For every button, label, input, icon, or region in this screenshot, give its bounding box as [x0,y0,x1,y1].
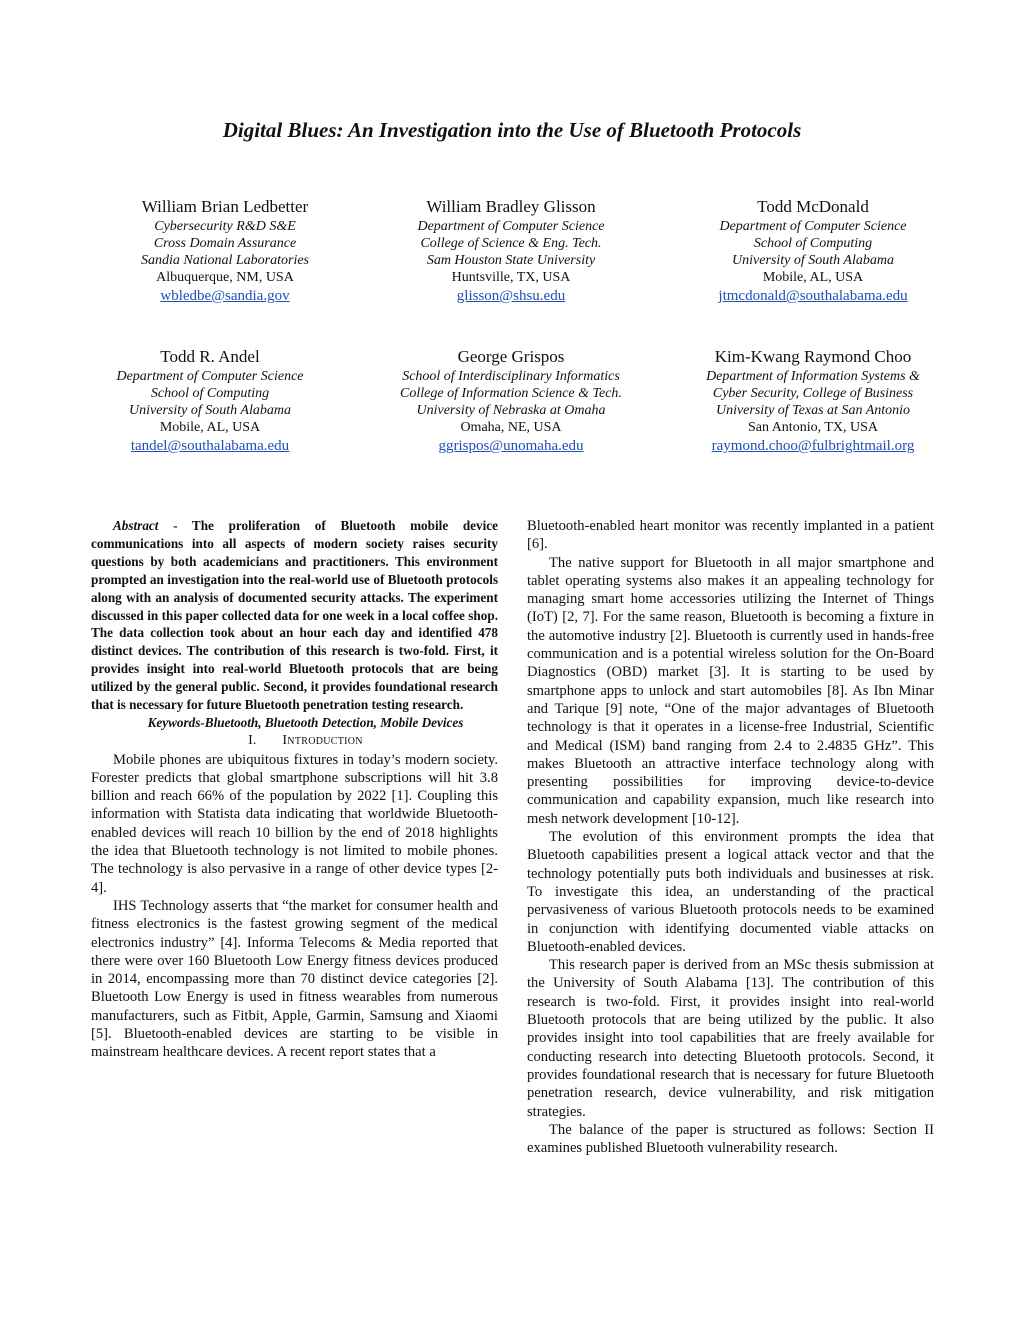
author-block-glisson [361,196,661,307]
author-location: Mobile, AL, USA [159,420,261,435]
paper-title: Digital Blues: An Investigation into the Use of Bluetooth Protocols [222,118,802,142]
author-block-choo [663,346,963,457]
author-email-link[interactable]: ggrispos@unomaha.edu [438,438,584,454]
keywords: Keywords-Bluetooth, Bluetooth Detection, Mobile Devices [147,714,464,730]
author-name: Todd McDonald [757,197,869,216]
author-affiliation: Department of Computer Science [116,369,304,384]
author-affiliation: Cybersecurity R&D S&E [154,219,296,234]
author-location: San Antonio, TX, USA [747,420,879,435]
section-number: I. [248,733,257,749]
abstract-label: Abstract [113,518,159,533]
author-block-ledbetter [75,196,375,307]
author-affiliation: Department of Computer Science [417,219,605,234]
left-column [91,517,498,1062]
author-affiliation: School of Computing [150,386,270,401]
author-block-grispos [361,346,661,457]
right-column [527,517,934,1157]
abstract [91,517,498,714]
author-affiliation: Sam Houston State University [426,253,596,268]
author-location: Omaha, NE, USA [460,420,562,435]
author-email-link[interactable]: glisson@shsu.edu [456,288,566,304]
author-email-link[interactable]: raymond.choo@fulbrightmail.org [711,438,915,454]
author-email-link[interactable]: wbledbe@sandia.gov [160,288,290,304]
body-paragraph: Mobile phones are ubiquitous fixtures in today’s modern society. Forester predicts that global smartphone subscriptions will hit 3.8 billion and reach 66% of the population by 2022 [1]. Coupling this information with Statista data indicating that worldwide Bluetooth-enabled devices will reach 10 billion by the end of 2018 highlights the idea that Bluetooth technology is not limited to mobile phones. The technology is also pervasive in a range of other device types [2-4]. [91,751,498,896]
body-paragraph: IHS Technology asserts that “the market for consumer health and fitness electronics is the fastest growing segment of the medical electronics industry” [4]. Informa Telecoms & Media reported that there were over 160 Bluetooth Low Energy fitness devices produced in 2014, encompassing more than 70 distinct device categories [2]. Bluetooth Low Energy is used in fitness wearables from numerous manufacturers, such as Fitbit, Apple, Garmin, Samsung and Xiaomi [5]. Bluetooth-enabled devices are starting to be visible in mainstream healthcare devices. A recent report states that a [91,897,498,1061]
author-affiliation: University of Nebraska at Omaha [416,403,606,418]
author-affiliation: School of Computing [753,236,873,251]
author-affiliation: College of Information Science & Tech. [400,386,622,401]
author-block-mcdonald [663,196,963,307]
author-name: Kim-Kwang Raymond Choo [714,347,912,366]
author-location: Mobile, AL, USA [762,270,864,285]
abstract-text: - The proliferation of Bluetooth mobile device communications into all aspects of modern society raises security questions by both academicians and practitioners. This environment prompted an investigation into the real-world use of Bluetooth protocols along with an analysis of documented security attacks. The experiment discussed in this paper collected data for one week in a local coffee shop. The data collection took about an hour each day and identified 478 distinct devices. The contribution of this research is two-fold. First, it provides insight into real-world Bluetooth protocols that are being utilized by the general public. Second, it provides foundational research that is necessary for future Bluetooth penetration testing research. [91,518,498,713]
author-name: George Grispos [457,347,565,366]
author-affiliation: Sandia National Laboratories [140,253,310,268]
body-paragraph: The native support for Bluetooth in all major smartphone and tablet operating systems also makes it an appealing technology for managing smart home accessories utilizing the Internet of Things (IoT) [2, 7]. For the same reason, Bluetooth is becoming a fixture in the automotive industry [2]. Bluetooth is currently used in hands-free communication and is a potential wireless solution for the On-Board Diagnostics (OBD) market [3]. It is starting to be used by smartphone apps to unlock and start automobiles [8]. As Ibn Minar and Tarique [9] note, “One of the major advantages of Bluetooth technology is that it operates in a license-free Industrial, Scientific and Medical (ISM) band ranging from 2.4 to 2.4835 GHz”. This makes Bluetooth an attractive interface technology along with presenting possibilities for improving device-to-device communication and capability expansion, much like research into mesh network development [10-12]. [527,554,934,827]
author-affiliation: University of South Alabama [129,403,291,418]
author-email-link[interactable]: jtmcdonald@southalabama.edu [718,288,908,304]
author-affiliation: University of Texas at San Antonio [715,403,911,418]
author-location: Huntsville, TX, USA [451,270,571,285]
body-paragraph: The balance of the paper is structured as follows: Section II examines published Bluetooth vulnerability research. [527,1121,934,1157]
author-email-link[interactable]: tandel@southalabama.edu [130,438,290,454]
author-affiliation: College of Science & Eng. Tech. [420,236,602,251]
author-affiliation: Cross Domain Assurance [153,236,297,251]
author-affiliation: School of Interdisciplinary Informatics [402,369,620,384]
author-affiliation: Department of Computer Science [719,219,907,234]
author-affiliation: Cyber Security, College of Business [712,386,914,401]
body-paragraph: Bluetooth-enabled heart monitor was recently implanted in a patient [6]. [527,518,934,553]
author-name: William Bradley Glisson [426,197,596,216]
body-paragraph: The evolution of this environment prompts the idea that Bluetooth capabilities present a logical attack vector and that the technology potentially puts both individuals and businesses at risk. To investigate this idea, an understanding of the practical pervasiveness of various Bluetooth protocols needs to be examined in conjunction with identifying documented viable attacks on Bluetooth-enabled devices. [527,829,934,955]
author-affiliation: Department of Information Systems & [706,369,920,384]
author-name: Todd R. Andel [160,347,260,366]
section-title: Introduction [282,733,363,749]
body-paragraph: This research paper is derived from an MSc thesis submission at the University of South Alabama [13]. The contribution of this research is two-fold. First, it provides insight into real-world Bluetooth protocols that are being utilized by the public. It also provides insight into tool capabilities that are freely available for conducting research into detecting Bluetooth protocols. Second, it provides foundational research that is necessary for future Bluetooth penetration research, device vulnerability, and risk mitigation strategies. [527,957,934,1120]
author-block-andel [60,346,360,457]
author-name: William Brian Ledbetter [141,197,309,216]
author-location: Albuquerque, NM, USA [156,270,294,285]
section-heading [91,732,498,750]
author-affiliation: University of South Alabama [732,253,894,268]
